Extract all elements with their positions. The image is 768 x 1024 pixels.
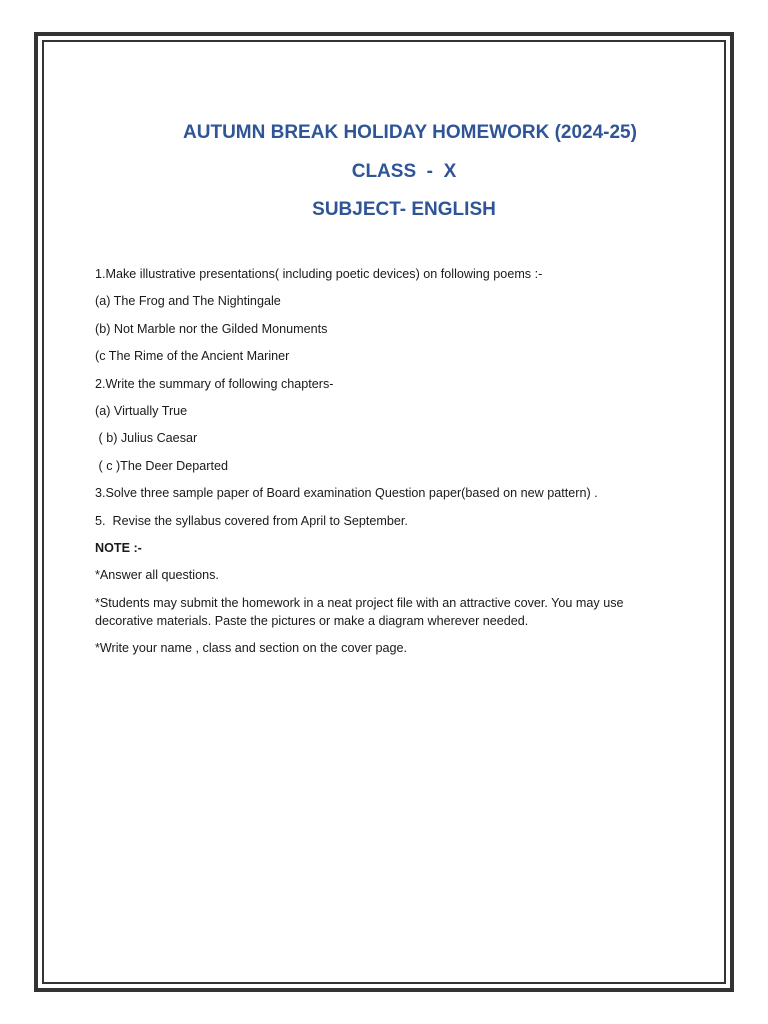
document-title: AUTUMN BREAK HOLIDAY HOMEWORK (2024-25) — [183, 122, 637, 143]
homework-item: 1.Make illustrative presentations( including poetic devices) on following poems :- — [95, 267, 543, 281]
document-body — [95, 265, 665, 666]
homework-item: ( b) Julius Caesar — [95, 431, 198, 446]
homework-item: (c The Rime of the Ancient Mariner — [95, 349, 290, 364]
page-border — [34, 32, 734, 992]
homework-item: 2.Write the summary of following chapters- — [95, 376, 334, 391]
page-border-inner — [42, 40, 726, 984]
document-header — [44, 122, 724, 238]
homework-item: 3.Solve three sample paper of Board examination Question paper(based on new pattern) . — [95, 486, 598, 501]
homework-item: (a) Virtually True — [95, 403, 188, 418]
note-item: *Write your name , class and section on the cover page. — [95, 641, 407, 656]
homework-item: (a) The Frog and The Nightingale — [95, 294, 281, 309]
class-line: CLASS - X — [351, 160, 457, 182]
homework-item: 5. Revise the syllabus covered from April to September. — [95, 513, 408, 528]
note-item: *Students may submit the homework in a neat project file with an attractive cover. You may use decorative materials. Paste the pictures or make a diagram wherever needed. — [95, 595, 628, 628]
subject-line: SUBJECT- ENGLISH — [312, 199, 496, 220]
homework-item: (b) Not Marble nor the Gilded Monuments — [95, 321, 328, 336]
homework-item: ( c )The Deer Departed — [95, 458, 228, 473]
note-item: *Answer all questions. — [95, 568, 219, 583]
note-heading: NOTE :- — [95, 540, 142, 555]
